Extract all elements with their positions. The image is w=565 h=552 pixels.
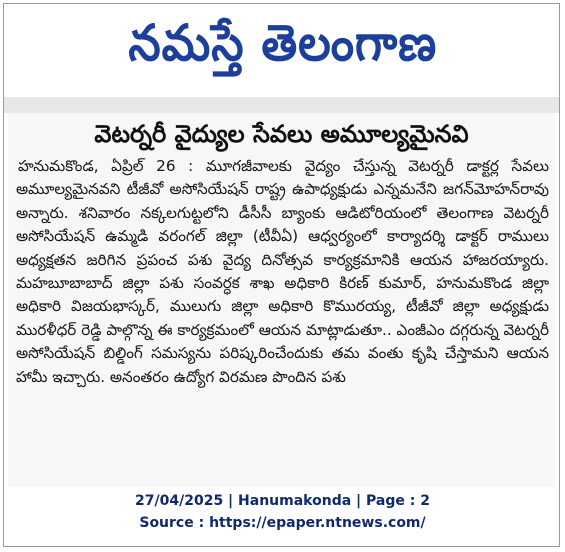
header-divider: [4, 97, 560, 113]
article-headline: వెటర్నరీ వైద్యుల సేవలు అమూల్యమైనవి: [94, 120, 469, 148]
article-clipping: [8, 113, 555, 487]
masthead: [4, 4, 560, 82]
footer: [4, 490, 560, 534]
footer-source: Source : https://epaper.ntnews.com/: [139, 515, 426, 531]
footer-date-edition: 27/04/2025 | Hanumakonda | Page : 2: [135, 493, 430, 509]
article-body: హనుమకొండ, ఏప్రిల్ 26 : మూగజీవాలకు వైద్యం చేస్తున్న వెటర్నరీ డాక్టర్ల సేవలు అమూల్యమైనవని టీజీవో అసోసియేషన్ రాష్ట్ర ఉపాధ్యక్షుడు ఎన్నమనేని జగన్‌మోహన్‌రావు అన్నారు. శనివారం నక్కలగుట్టలోని డీసీసీ బ్యాంకు ఆడిటోరియంలో తెలంగాణ వెటర్నరీ అసోసియేషన్ ఉమ్మడి వరంగల్ జిల్లా (టీవీఏ) ఆధ్వర్యంలో కార్యాదర్శి డాక్టర్ రాములు అధ్యక్షతన జరిగిన ప్రపంచ పశు వైద్య దినోత్సవ కార్యక్రమానికి ఆయన హాజరయ్యారు. మహబూబాబాద్ జిల్లా పశు సంవర్ధక శాఖ అధికారి కిరణ్ కుమార్, హనుమకొండ జిల్లా అధికారి విజయభాస్కర్, ములుగు జిల్లా అధికారి కొమురయ్య, టీజీవో జిల్లా అధ్యక్షుడు మురళీధర్ రెడ్డి పాల్గొన్న ఈ కార్యక్రమంలో ఆయన మాట్లాడుతూ.. ఎంజీఎం దగ్గరున్న వెటర్నరీ అసోసియేషన్ బిల్డింగ్ సమస్యను పరిష్కరించేందుకు తమ వంతు కృషి చేస్తామని ఆయన హామీ ఇచ్చారు. అనంతరం ఉద్యోగ విరమణ పొందిన పశు: [16, 157, 549, 386]
page-frame: [3, 3, 560, 547]
newspaper-logo: నమస్తే తెలంగాణ: [128, 14, 437, 72]
